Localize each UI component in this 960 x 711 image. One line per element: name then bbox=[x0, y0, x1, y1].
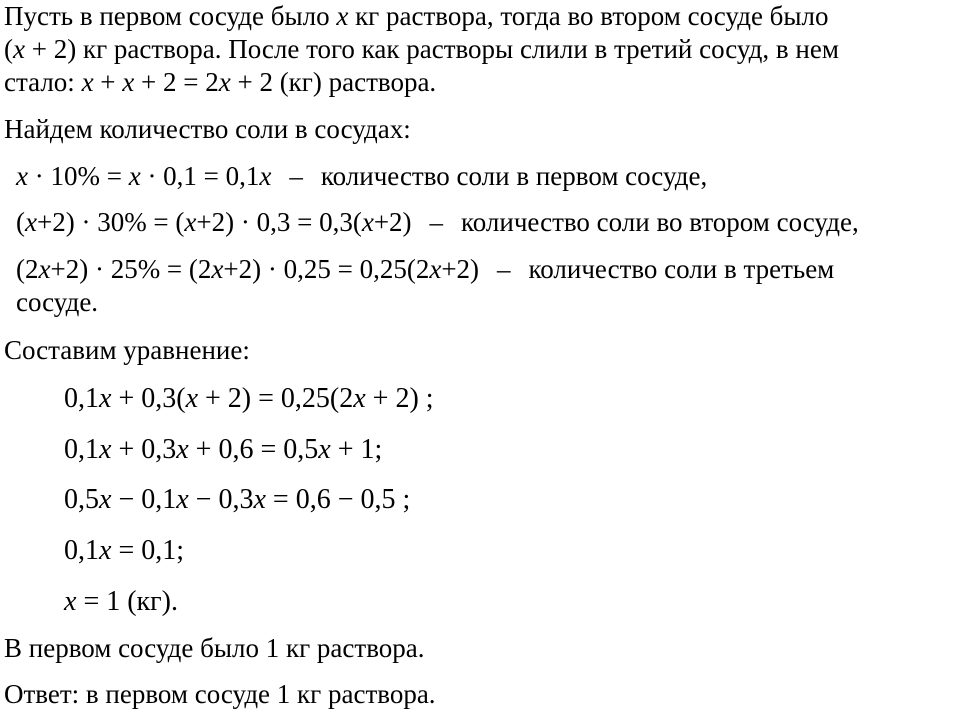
variable-x: x bbox=[336, 1, 349, 31]
dash: – bbox=[289, 161, 303, 191]
variable-x: x bbox=[81, 67, 94, 97]
variable-x: x bbox=[13, 34, 25, 64]
variable-x: x bbox=[16, 161, 28, 191]
variable-x: x bbox=[128, 161, 141, 191]
variable-x: x bbox=[38, 254, 51, 284]
variable-x: x bbox=[318, 434, 331, 465]
dash: – bbox=[429, 207, 444, 237]
variable-x: x bbox=[122, 67, 135, 97]
salt-heading: Найдем количество соли в сосудах: bbox=[4, 114, 411, 144]
salt-third-vessel-cont: сосуде. bbox=[16, 287, 99, 317]
variable-x: x bbox=[25, 207, 37, 237]
variable-x: x bbox=[176, 484, 189, 515]
intro-line-1: Пусть в первом сосуде было x кг раствора, тогда во втором сосуде было bbox=[4, 1, 829, 31]
equation-2: 0,1x + 0,3x + 0,6 = 0,5x + 1; bbox=[64, 434, 383, 465]
equation-3: 0,5x − 0,1x − 0,3x = 0,6 − 0,5 ; bbox=[64, 484, 411, 515]
variable-x: x bbox=[99, 434, 112, 465]
conclusion: В первом сосуде было 1 кг раствора. bbox=[4, 633, 425, 663]
equation-4: 0,1x = 0,1; bbox=[64, 535, 185, 566]
variable-x: x bbox=[253, 484, 266, 515]
variable-x: x bbox=[176, 434, 189, 465]
equation-1: 0,1x + 0,3(x + 2) = 0,25(2x + 2) ; bbox=[64, 383, 434, 414]
variable-x: x bbox=[99, 535, 112, 566]
salt-second-vessel: (x+2) · 30% = (x+2) · 0,3 = 0,3(x+2) – количество соли во втором сосуде, bbox=[16, 207, 859, 237]
dash: – bbox=[497, 254, 511, 284]
intro-line-3: стало: x + x + 2 = 2x + 2 (кг) раствора. bbox=[4, 67, 437, 97]
intro-line-2: (x + 2) кг раствора. После того как растворы слили в третий сосуд, в нем bbox=[4, 34, 839, 64]
salt-first-vessel: x · 10% = x · 0,1 = 0,1x – количество соли в первом сосуде, bbox=[16, 161, 708, 191]
variable-x: x bbox=[185, 383, 198, 414]
variable-x: x bbox=[99, 484, 112, 515]
variable-x: x bbox=[353, 383, 366, 414]
variable-x: x bbox=[361, 207, 374, 237]
variable-x: x bbox=[99, 383, 112, 414]
variable-x: x bbox=[259, 161, 272, 191]
salt-third-vessel: (2x+2) · 25% = (2x+2) · 0,25 = 0,25(2x+2) – количество соли в третьем bbox=[16, 254, 835, 284]
variable-x: x bbox=[184, 207, 197, 237]
variable-x: x bbox=[429, 254, 442, 284]
variable-x: x bbox=[64, 586, 77, 617]
variable-x: x bbox=[211, 254, 224, 284]
equation-heading: Составим уравнение: bbox=[4, 335, 250, 365]
answer: Ответ: в первом сосуде 1 кг раствора. bbox=[4, 679, 436, 709]
equation-5: x = 1 (кг). bbox=[64, 586, 178, 617]
variable-x: x bbox=[218, 67, 231, 97]
